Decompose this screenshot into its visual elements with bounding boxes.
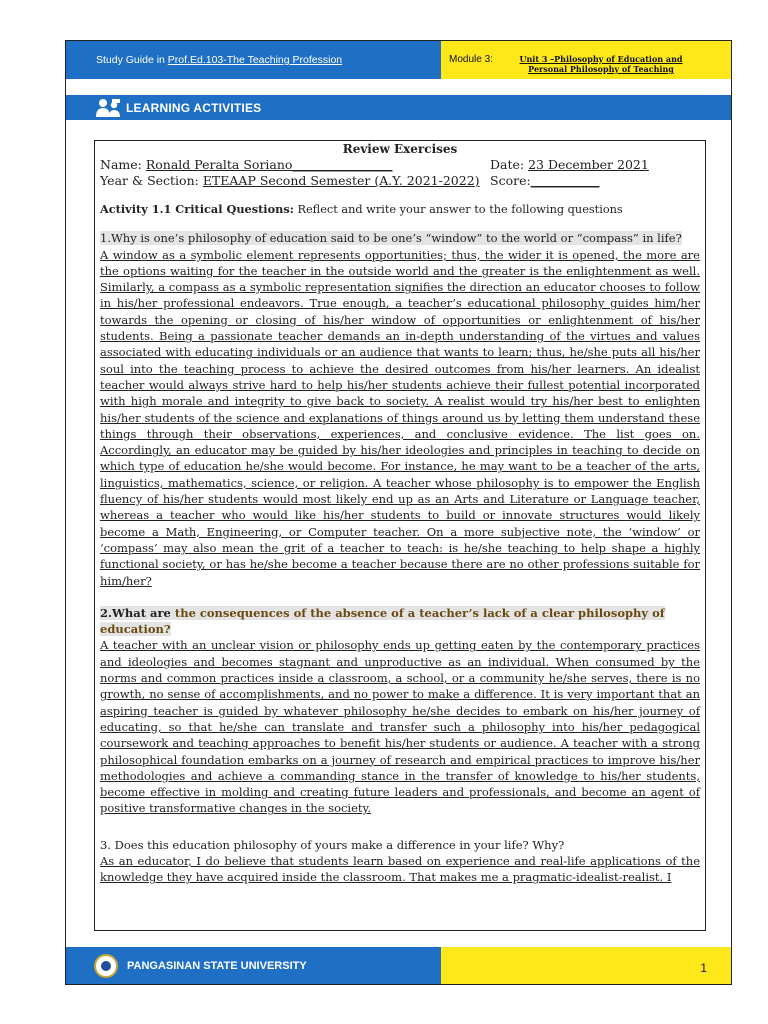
answer-3: As an educator, I do believe that students learn based on experience and real-life applications of the knowledge they have acquired inside the classroom. That makes me a pragmatic-idealist-realist. I: [100, 853, 700, 885]
header-course-line: [66, 54, 342, 66]
study-guide-prefix: Study Guide in: [96, 54, 168, 66]
course-link[interactable]: Prof.Ed.103-The Teaching Profession: [167, 54, 343, 66]
activity-instruction: Reflect and write your answer to the following questions: [293, 203, 623, 216]
question-2-rest: the consequences of the absence of a teacher’s lack of a clear philosophy of education?: [100, 605, 665, 637]
study-guide-page: [65, 40, 732, 985]
people-icon: [94, 98, 122, 118]
question-2: [100, 605, 700, 638]
date-value: 23 December 2021: [528, 157, 649, 172]
activity-heading: [100, 201, 700, 218]
footer-page-area: [441, 947, 731, 984]
name-date-row: [100, 157, 700, 173]
page-number: 1: [700, 961, 707, 975]
question-1-text: 1.Why is one’s philosophy of education said to be one’s “window” to the world or “compass” in life?: [100, 231, 682, 246]
worksheet-title: Review Exercises: [342, 142, 458, 156]
name-value: Ronald Peralta Soriano________________: [145, 157, 393, 172]
year-value: ETEAAP Second Semester (A.Y. 2021-2022): [202, 173, 480, 188]
year-label: Year & Section:: [100, 173, 203, 188]
activity-title: Activity 1.1 Critical Questions:: [100, 202, 294, 216]
review-exercises-box: [94, 140, 706, 931]
question-3: 3. Does this education philosophy of yours make a difference in your life? Why?: [100, 837, 565, 852]
section-title: LEARNING ACTIVITIES: [126, 100, 262, 115]
header-bar: [66, 41, 441, 79]
university-seal-icon: [94, 954, 118, 978]
answer-2: A teacher with an unclear vision or philosophy ends up getting eaten by the contemporary practices and ideologies and becomes stagnant and unproductive as an individual. When consumed by the norms and common practices inside a classroom, a school, or a community he/she serves, there is no growth, no sense of accomplishments, and no power to make a difference. It is very important that an aspiring teacher is guided by whatever philosophy he/she decides to embark on his/her journey of educating, so that he/she can translate and transfer such a philosophy into his/her pedagogical coursework and teaching approaches to benefit his/her students or audience. A teacher with a strong philosophical foundation embarks on a journey of research and empirical practices to improve his/her methodologies and achieve a commanding stance in the transfer of knowledge to his/her students, become effective in molding and creating future leaders and professionals, and become an agent of positive transformative changes in the society.: [100, 638, 700, 816]
footer-bar: [66, 947, 441, 984]
question-2-lead: 2.What are: [100, 605, 171, 620]
unit-title: Unit 3 –Philosophy of Education and Personal Philosophy of Teaching: [519, 54, 683, 74]
module-label: Module 3:: [449, 54, 493, 65]
score-label: Score:: [490, 173, 531, 188]
university-name: PANGASINAN STATE UNIVERSITY: [127, 959, 307, 972]
year-score-row: [100, 173, 700, 189]
answer-1: A window as a symbolic element represents opportunities; thus, the wider it is opened, the more are the options waiting for the teacher in the outside world and the greater is the enlightenment as well. Similarly, a compass as a symbolic representation signifies the direction an educator chooses to follow in his/her professional endeavors. True enough, a teacher’s educational philosophy guides him/her towards the opening or closing of his/her window of opportunities or enlightenment of his/her students. Being a passionate teacher demands an in-depth understanding of the virtues and values associated with educating individuals or an audience that wants to learn; thus, he/she puts all his/her soul into the teaching process to achieve the desired outcomes from his/her learners. An idealist teacher would always strive hard to help his/her students achieve their fullest potential incorporated with high morale and integrity to give back to society. A realist would try his/her best to enlighten his/her students of the science and explanations of things around us by letting them understand these things through their observations, experiences, and conclusive evidence. The list goes on. Accordingly, an educator may be guided by his/her ideologies and principles in teaching to decide on which type of education he/she would become. For instance, he may want to be a teacher of the arts, linguistics, mathematics, science, or religion. A teacher whose philosophy is to empower the English fluency of his/her students would most likely end up as an Arts and Literature or Language teacher, whereas a teacher who would like his/her students to build or innovate structures would likely become a Math, Engineering, or Computer teacher. On a more subjective note, the ‘window’ or ‘compass’ may also mean the grit of a teacher to teach: is he/she teaching to help shape a highly functional society, or has he/she become a teacher because there are no other professions suitable for him/her?: [100, 247, 700, 588]
learning-activities-bar: [66, 95, 731, 120]
header-module: [441, 41, 731, 79]
name-label: Name:: [100, 157, 146, 172]
date-label: Date:: [490, 157, 529, 172]
score-value: ___________: [530, 173, 600, 188]
question-1: [100, 230, 700, 246]
